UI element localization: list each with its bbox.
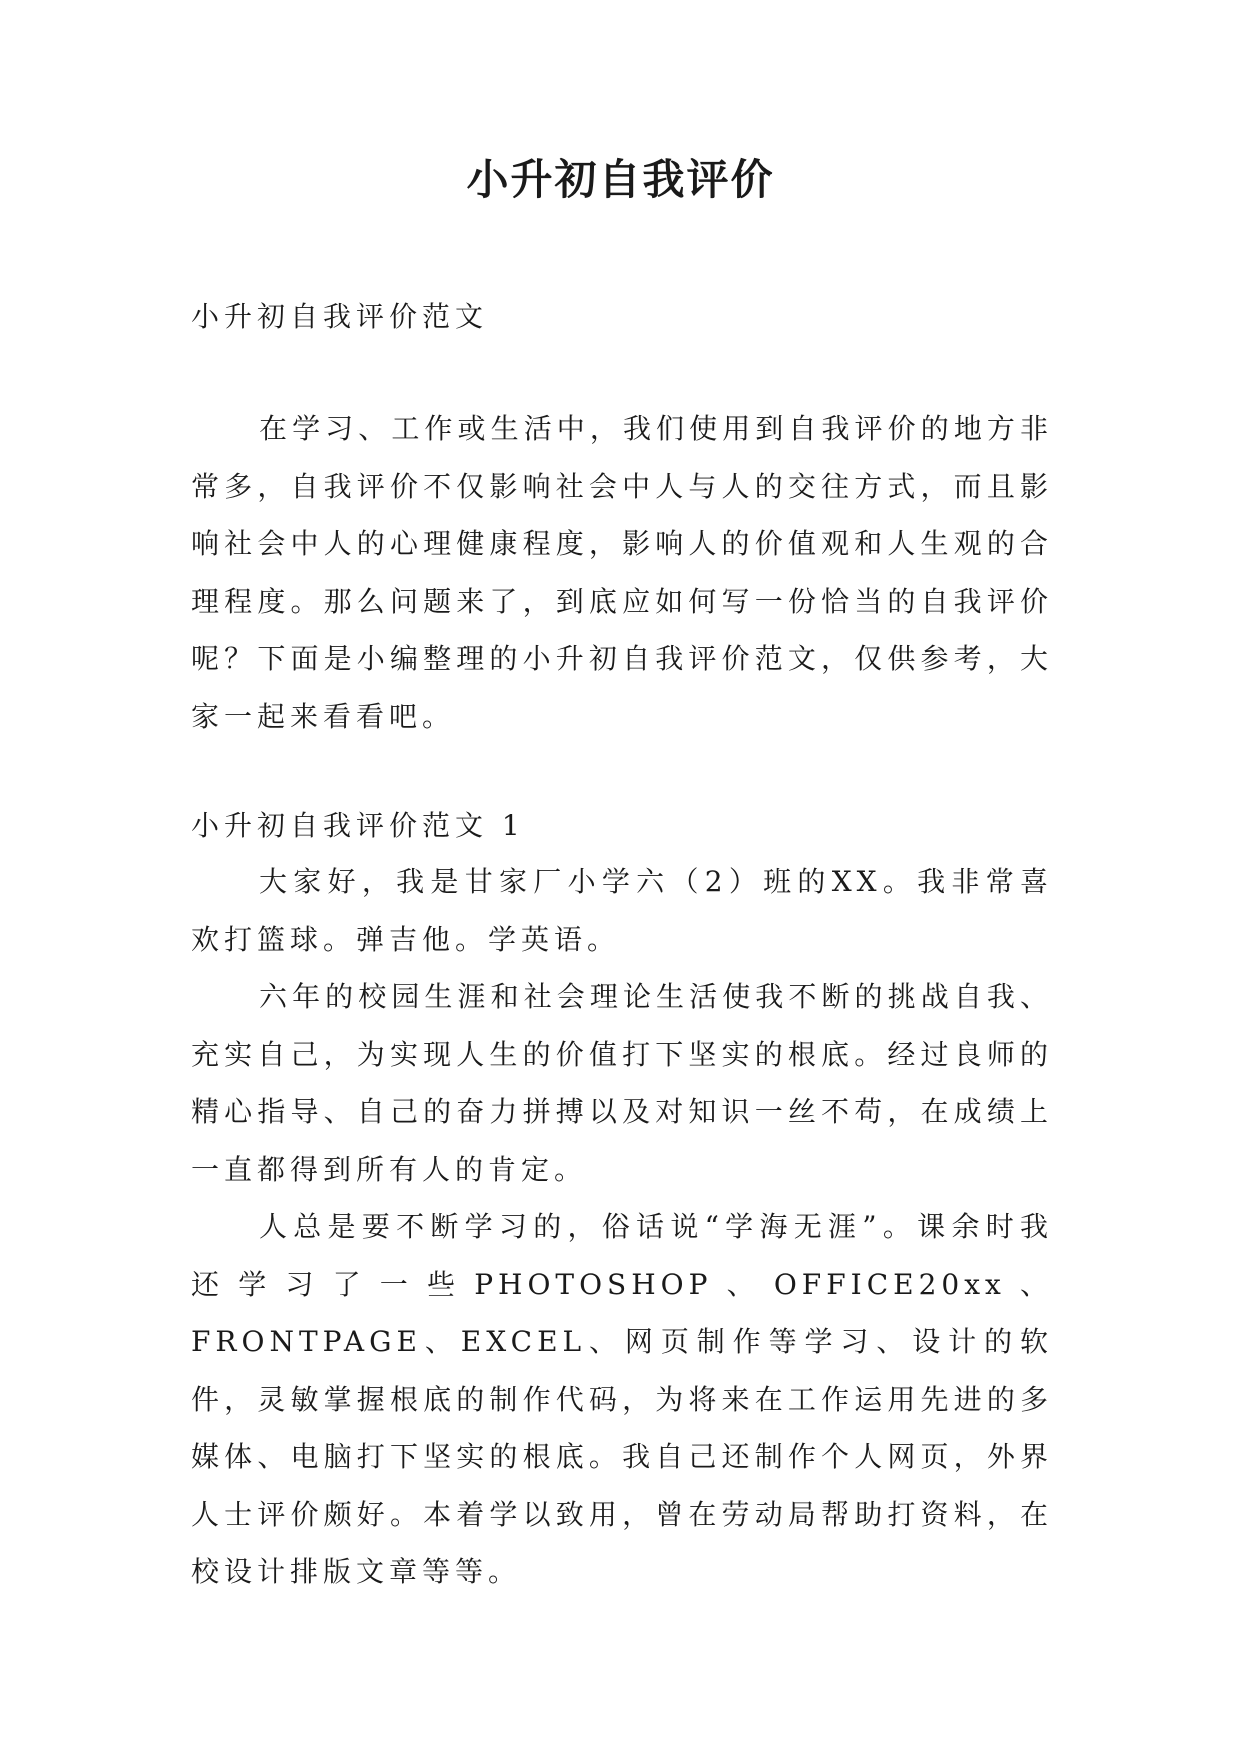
document-title: 小升初自我评价 bbox=[466, 155, 775, 204]
document-subtitle: 小升初自我评价范文 bbox=[191, 300, 489, 333]
body-paragraph-3: 人总是要不断学习的，俗话说“学海无涯”。课余时我还学习了一些PHOTOSHOP、OFFICE20xx、FRONTPAGE、EXCEL、网页制作等学习、设计的软件，灵敏掌握根底的制作代码，为将来在工作运用先进的多媒体、电脑打下坚实的根底。我自己还制作个人网页，外界人士评价颇好。本着学以致用，曾在劳动局帮助打资料，在校设计排版文章等等。 bbox=[191, 1210, 1053, 1588]
body-paragraph-1: 大家好，我是甘家厂小学六（2）班的XX。我非常喜欢打篮球。弹吉他。学英语。 bbox=[191, 865, 1053, 956]
section-heading: 小升初自我评价范文 1 bbox=[191, 809, 525, 842]
body-paragraph-2: 六年的校园生涯和社会理论生活使我不断的挑战自我、充实自己，为实现人生的价值打下坚实的根底。经过良师的精心指导、自己的奋力拼搏以及对知识一丝不苟，在成绩上一直都得到所有人的肯定。 bbox=[191, 980, 1053, 1186]
section-body bbox=[191, 853, 1053, 1601]
intro-paragraph: 在学习、工作或生活中，我们使用到自我评价的地方非常多，自我评价不仅影响社会中人与人的交往方式，而且影响社会中人的心理健康程度，影响人的价值观和人生观的合理程度。那么问题来了，到底应如何写一份恰当的自我评价呢？下面是小编整理的小升初自我评价范文，仅供参考，大家一起来看看吧。 bbox=[191, 412, 1053, 733]
